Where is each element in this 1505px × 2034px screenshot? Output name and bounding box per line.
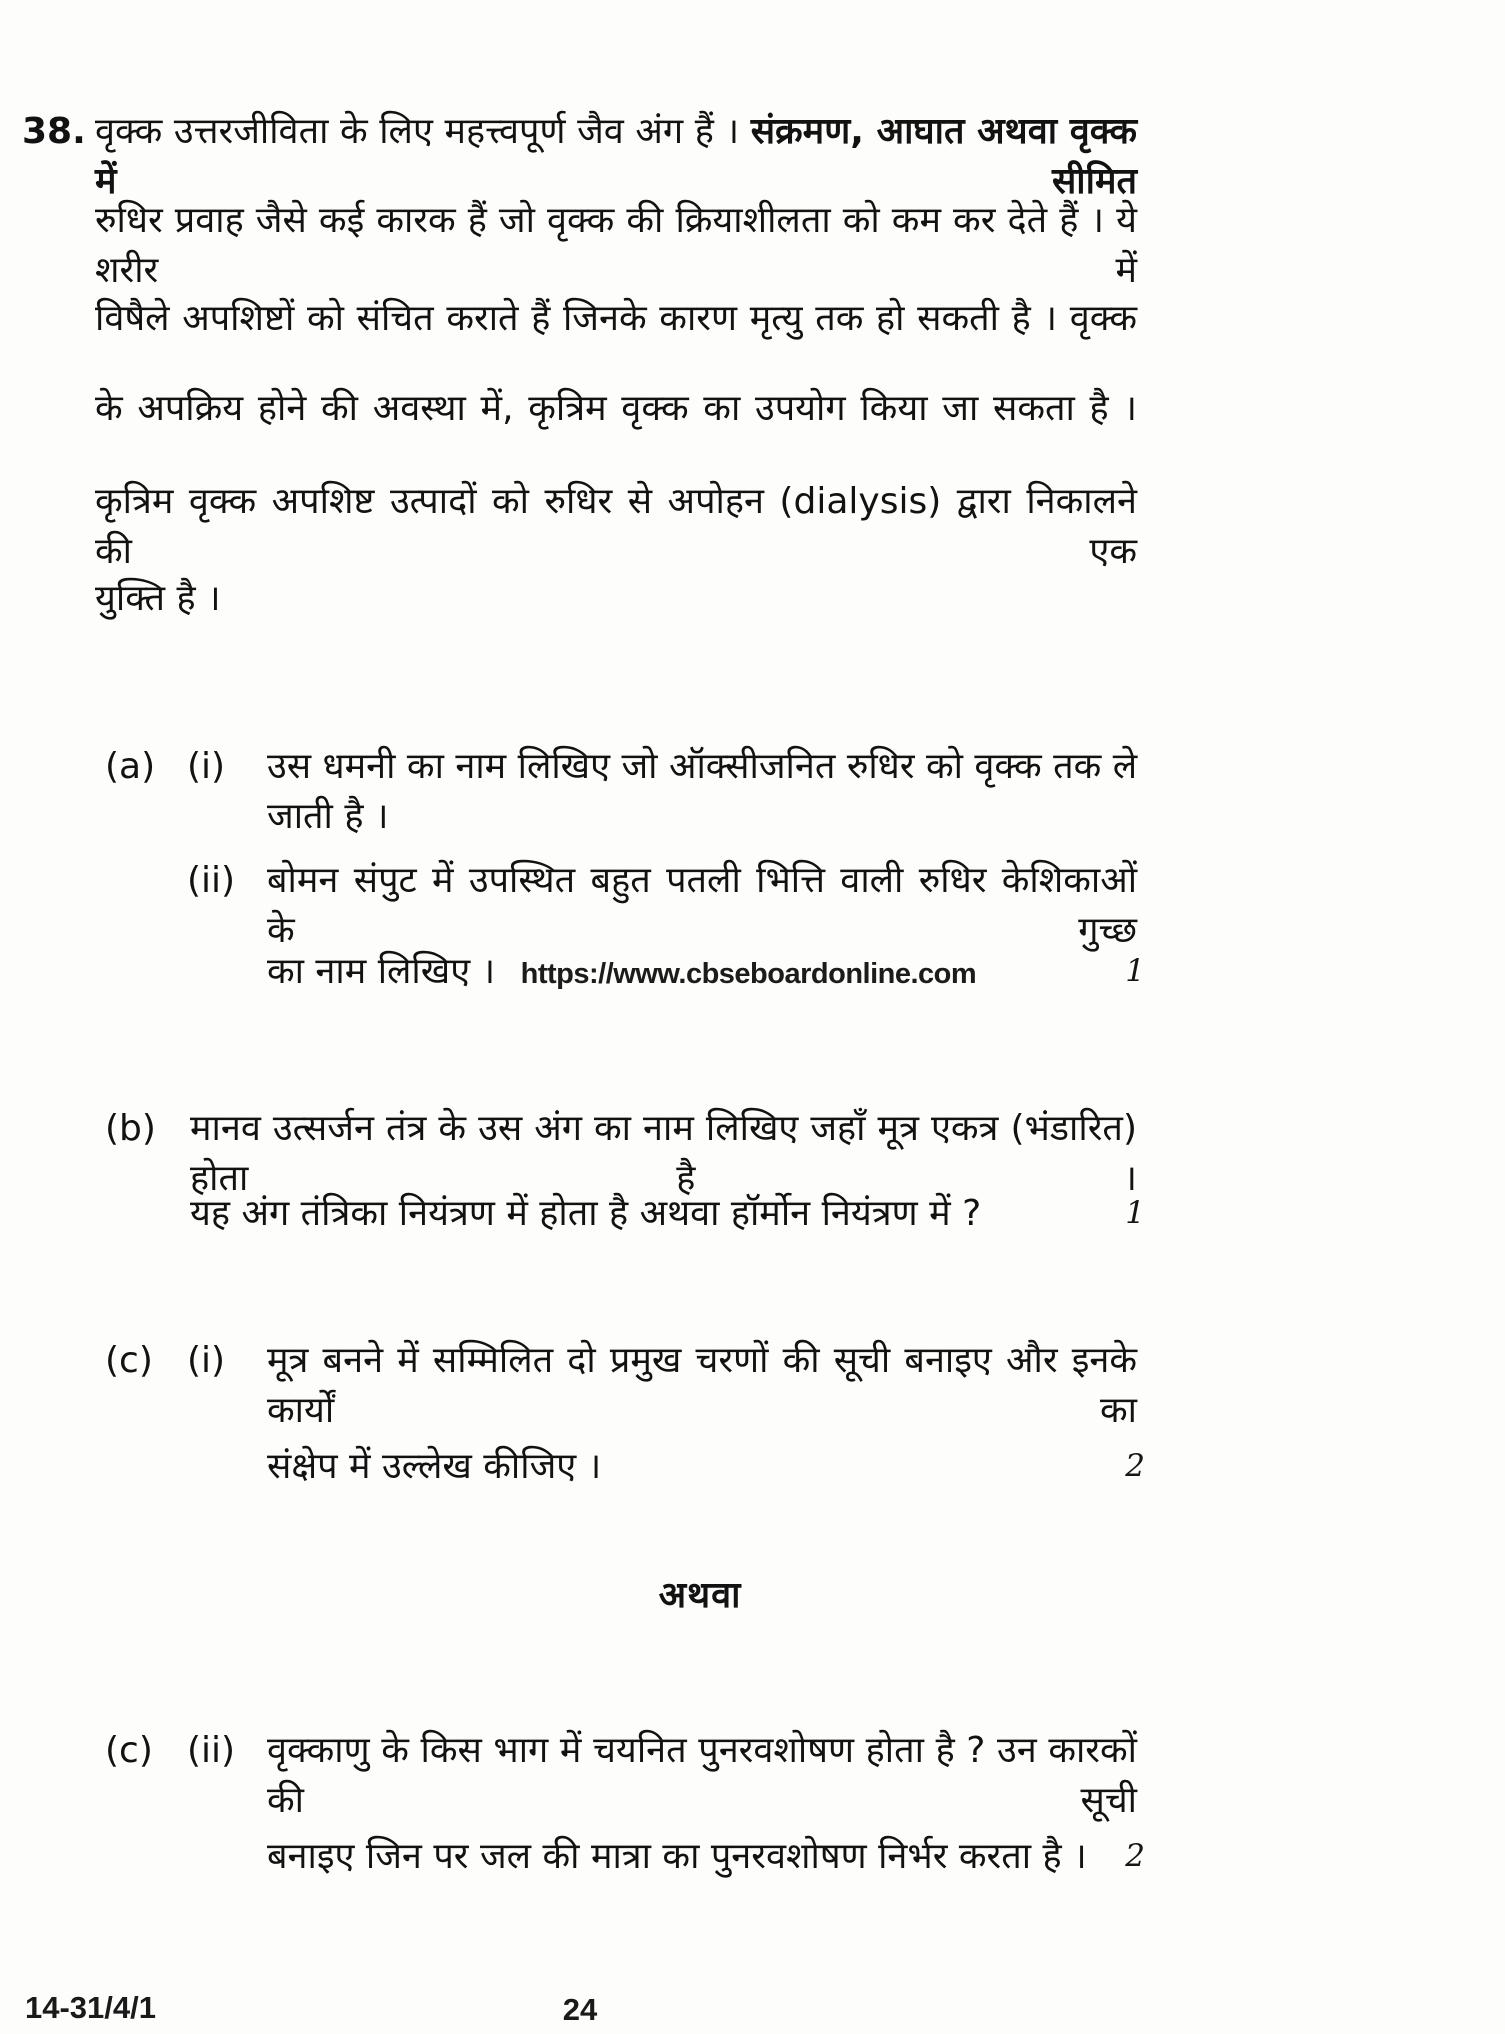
part-c-label: (c) — [105, 1340, 153, 1381]
part-b-line-1: मानव उत्सर्जन तंत्र के उस अंग का नाम लिखिए जहाँ मूत्र एकत्र (भंडारित) होता है । — [190, 1108, 1137, 1199]
intro-line-4: के अपक्रिय होने की अवस्था में, कृत्रिम वृक्क का उपयोग किया जा सकता है । — [95, 388, 1137, 429]
intro-line-3: विषैले अपशिष्टों को संचित कराते हैं जिनके कारण मृत्यु तक हो सकती है । वृक्क — [95, 298, 1137, 339]
part-a-i-text: उस धमनी का नाम लिखिए जो ऑक्सीजनित रुधिर को वृक्क तक ले जाती है । — [267, 746, 1138, 837]
intro-line-1-normal: वृक्क उत्तरजीविता के लिए महत्त्वपूर्ण जैव अंग हैं । — [95, 111, 740, 152]
part-a-ii-line-2 — [267, 947, 976, 999]
part-b-label: (b) — [105, 1108, 156, 1149]
marks-c-ii: 2 — [1125, 1838, 1145, 1874]
intro-line-6: युक्ति है । — [95, 578, 221, 619]
marks-b: 1 — [1125, 1195, 1145, 1231]
footer-paper-code: 14-31/4/1 — [25, 1990, 156, 2025]
part-c-ii-line-2: बनाइए जिन पर जल की मात्रा का पुनरवशोषण निर्भर करता है । — [267, 1836, 1087, 1877]
intro-line-1-bold: संक्रमण, आघात अथवा वृक्क में सीमित — [95, 111, 1137, 202]
marks-c-i: 2 — [1125, 1448, 1145, 1484]
part-c-i-label: (i) — [187, 1340, 226, 1381]
intro-line-1 — [95, 107, 1137, 207]
part-a-ii-label: (ii) — [187, 860, 236, 901]
footer-page-number: 24 — [562, 1992, 598, 2027]
part-c-label-repeat: (c) — [105, 1730, 153, 1771]
part-c-ii-label: (ii) — [187, 1730, 236, 1771]
part-a-label: (a) — [105, 746, 156, 787]
intro-line-5: कृत्रिम वृक्क अपशिष्ट उत्पादों को रुधिर से अपोहन (dialysis) द्वारा निकालने की एक — [95, 481, 1137, 572]
part-c-ii-line-1: वृक्काणु के किस भाग में चयनित पुनरवशोषण होता है ? उन कारकों की सूची — [267, 1730, 1137, 1821]
part-a-ii-line-1: बोमन संपुट में उपस्थित बहुत पतली भित्ति वाली रुधिर केशिकाओं के गुच्छ — [267, 860, 1137, 951]
or-separator: अथवा — [658, 1575, 742, 1616]
question-number: 38. — [22, 111, 86, 152]
intro-line-2: रुधिर प्रवाह जैसे कई कारक हैं जो वृक्क की क्रियाशीलता को कम कर देते हैं । ये शरीर में — [95, 200, 1137, 291]
part-a-i-label: (i) — [187, 746, 226, 787]
marks-a-ii: 1 — [1125, 953, 1145, 989]
watermark-url: https://www.cbseboardonline.com — [520, 958, 977, 990]
part-c-i-line-2: संक्षेप में उल्लेख कीजिए । — [267, 1446, 602, 1487]
part-c-i-line-1: मूत्र बनने में सम्मिलित दो प्रमुख चरणों की सूची बनाइए और इनके कार्यों का — [267, 1340, 1137, 1431]
part-a-ii-line-2-text: का नाम लिखिए । — [267, 951, 496, 992]
part-b-line-2: यह अंग तंत्रिका नियंत्रण में होता है अथवा हॉर्मोन नियंत्रण में ? — [190, 1193, 982, 1234]
